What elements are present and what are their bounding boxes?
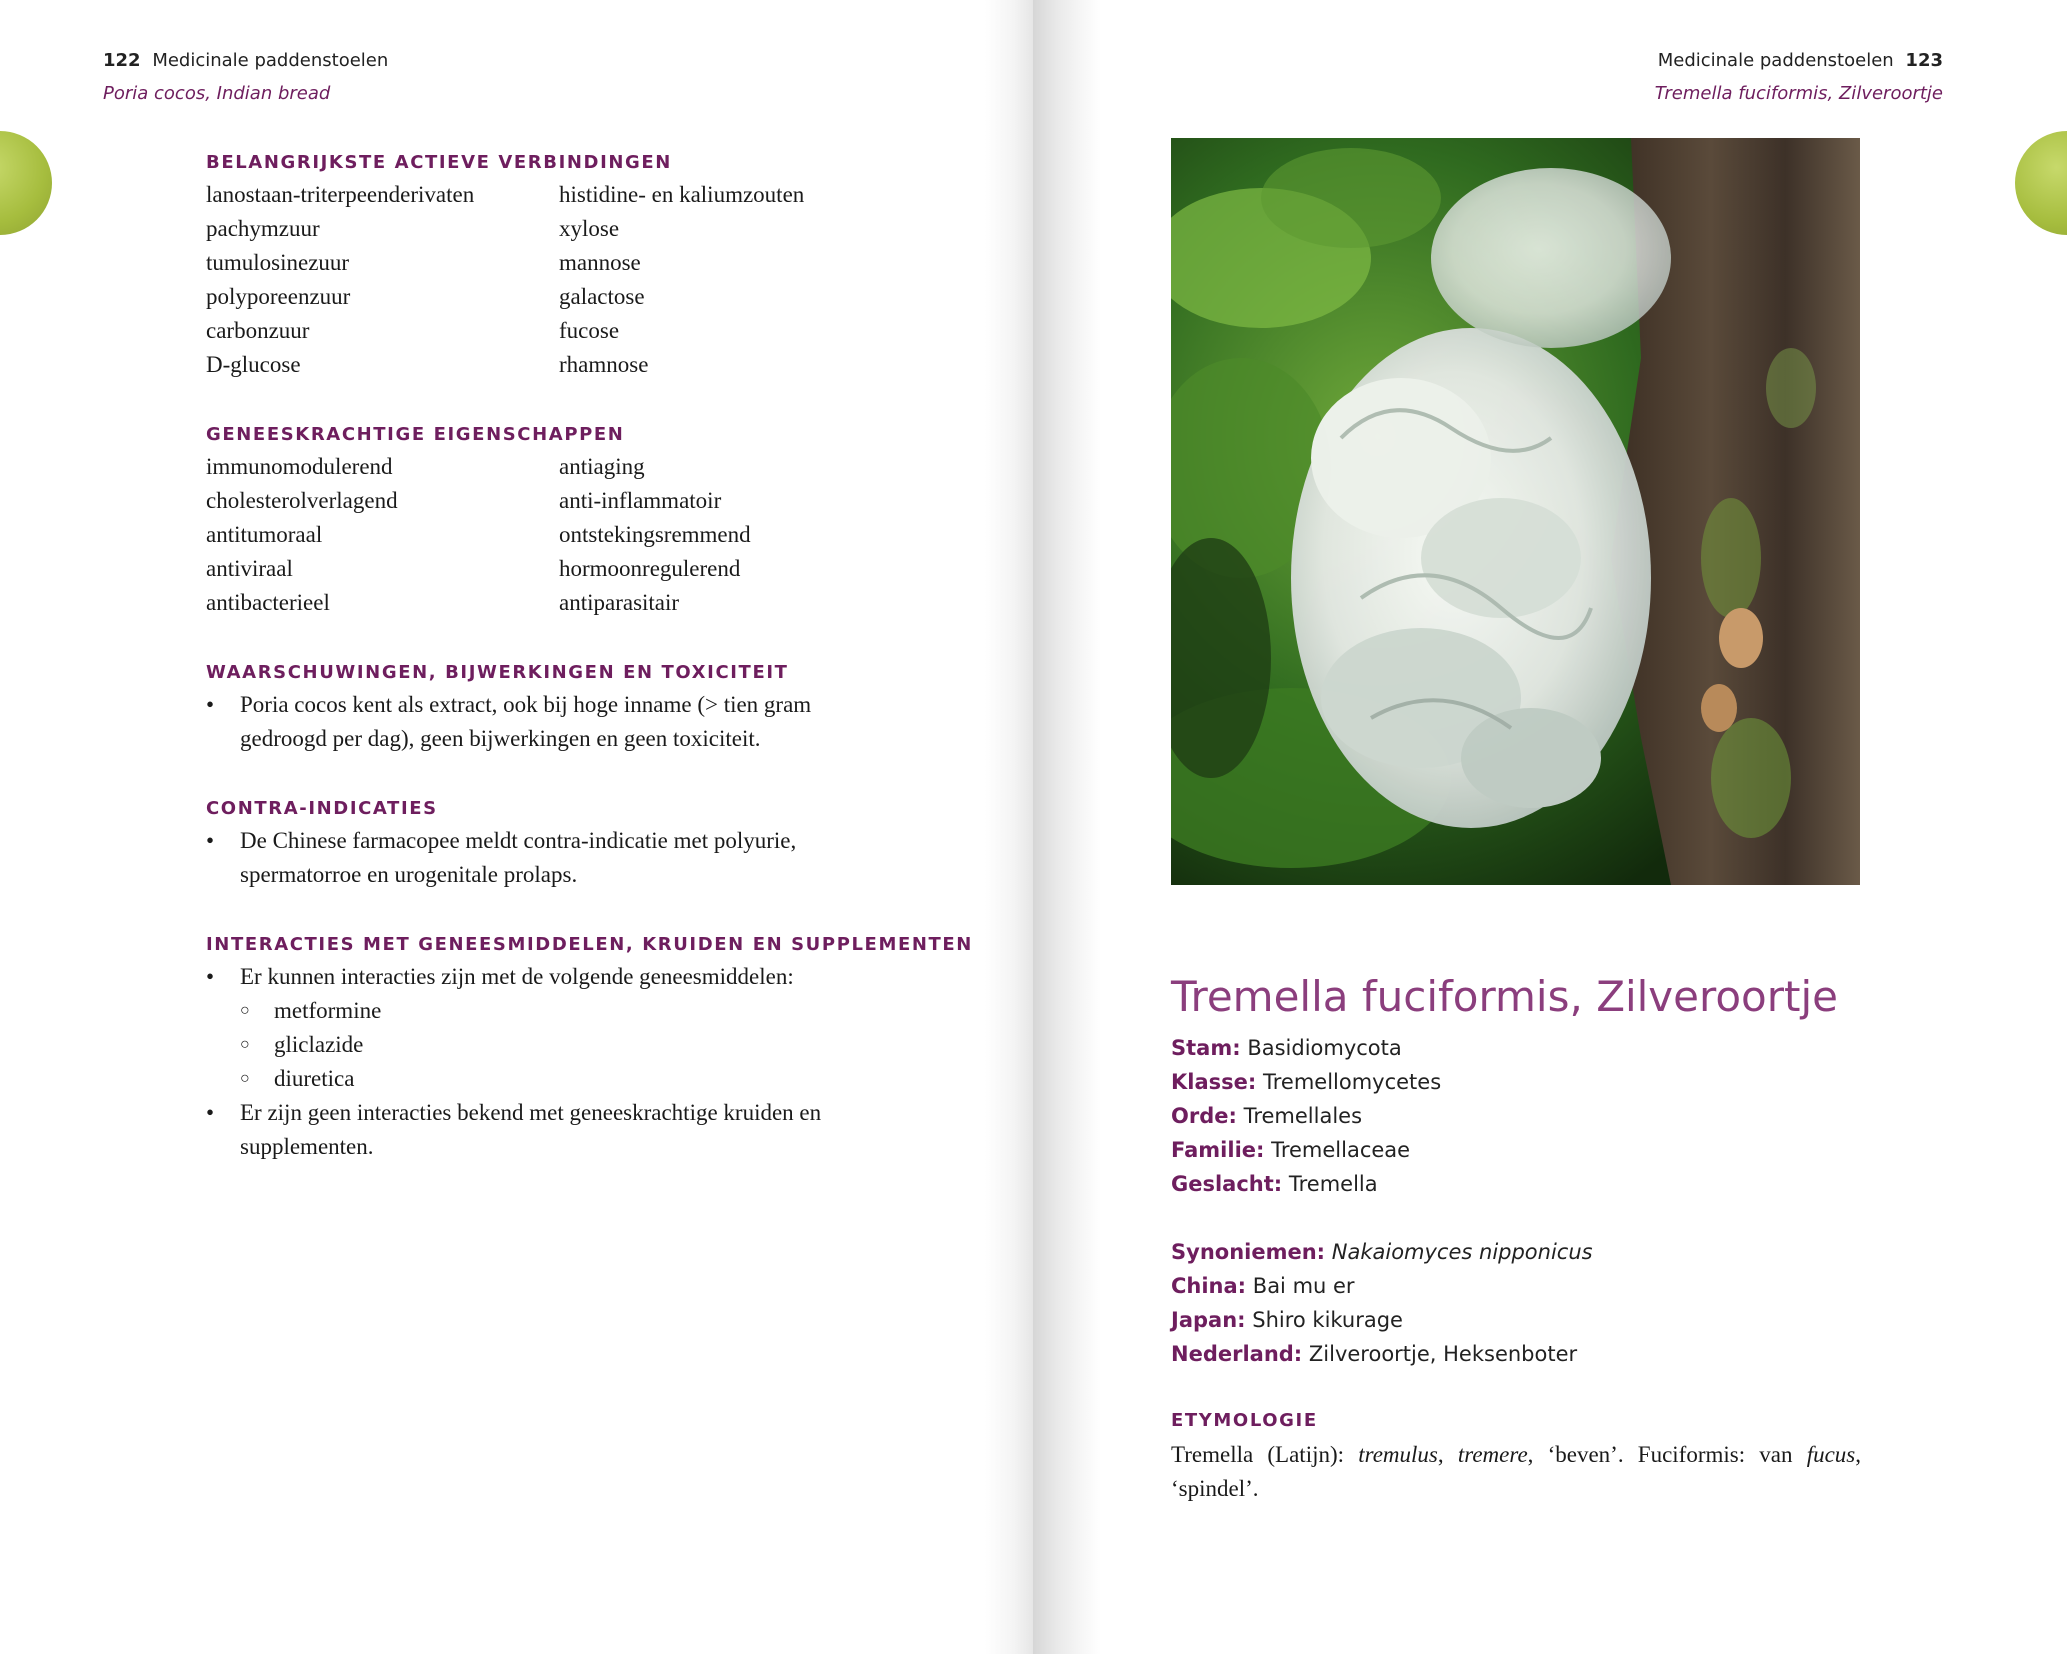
taxonomy-key: Klasse:: [1171, 1070, 1257, 1094]
name-value: Bai mu er: [1252, 1274, 1355, 1298]
compound-item: tumulosinezuur: [206, 250, 350, 275]
properties-grid: [206, 450, 899, 620]
name-value: Zilveroortje, Heksenboter: [1308, 1342, 1578, 1366]
name-key: Japan:: [1171, 1308, 1246, 1332]
taxonomy-value: Tremellales: [1243, 1104, 1363, 1128]
section-tab-left: [0, 131, 52, 235]
sub-list-item: ○ metformine: [206, 994, 914, 1028]
compound-item: D-glucose: [206, 352, 301, 377]
compound-item: polyporeenzuur: [206, 284, 351, 309]
property-item: hormoonregulerend: [559, 556, 741, 581]
compound-item: histidine- en kaliumzouten: [559, 182, 805, 207]
running-subtitle-left: Poria cocos, Indian bread: [103, 83, 331, 104]
gutter-shadow-right: [1033, 0, 1101, 1654]
compound-item: fucose: [559, 318, 620, 343]
name-row: [1171, 1303, 1593, 1337]
running-title-right: Medicinale paddenstoelen: [1657, 50, 1894, 71]
taxonomy-key: Orde:: [1171, 1104, 1237, 1128]
compound-item: lanostaan-triterpeenderivaten: [206, 182, 475, 207]
taxonomy-value: Tremellaceae: [1271, 1138, 1411, 1162]
heading-compounds: BELANGRIJKSTE ACTIEVE VERBINDINGEN: [206, 152, 672, 173]
names-block: [1171, 1235, 1593, 1371]
left-page: [0, 0, 1033, 1654]
taxonomy-row: [1171, 1133, 1441, 1167]
heading-contra-indications: CONTRA-INDICATIES: [206, 798, 438, 819]
heading-etymology: ETYMOLOGIE: [1171, 1410, 1318, 1431]
running-title-left: Medicinale paddenstoelen: [152, 50, 389, 71]
running-subtitle-right: Tremella fuciformis, Zilveroortje: [1654, 83, 1943, 104]
name-row: [1171, 1337, 1593, 1371]
page-title: Tremella fuciformis, Zilveroortje: [1171, 972, 1838, 1022]
property-item: immunomodulerend: [206, 454, 393, 479]
taxonomy-block: [1171, 1031, 1441, 1201]
name-key: Synoniemen:: [1171, 1240, 1326, 1264]
taxonomy-row: [1171, 1167, 1441, 1201]
etymology-part: , ‘beven’. Fuciformis: van: [1527, 1442, 1807, 1467]
running-header-left: [103, 50, 388, 71]
sub-list-item: ○ gliclazide: [206, 1028, 914, 1062]
property-item: cholesterolverlagend: [206, 488, 398, 513]
etymology-part: ,: [1437, 1442, 1458, 1467]
section-properties: [206, 424, 899, 620]
taxonomy-value: Tremellomycetes: [1262, 1070, 1442, 1094]
gutter-shadow-left: [985, 0, 1033, 1654]
name-value: Nakaiomyces nipponicus: [1331, 1240, 1593, 1264]
section-warnings: [206, 662, 880, 756]
compound-item: galactose: [559, 284, 645, 309]
taxonomy-key: Geslacht:: [1171, 1172, 1283, 1196]
name-key: Nederland:: [1171, 1342, 1303, 1366]
etymology-part: , ‘spindel’.: [1171, 1442, 1862, 1501]
section-tab-right: [2015, 131, 2067, 235]
etymology-latin-word: tremulus: [1358, 1442, 1438, 1467]
page-number-left: 122: [103, 50, 141, 71]
heading-warnings: WAARSCHUWINGEN, BIJWERKINGEN EN TOXICITEIT: [206, 662, 789, 683]
section-contra-indications: [206, 798, 880, 892]
section-interactions: [206, 934, 973, 1164]
taxonomy-value: Tremella: [1288, 1172, 1378, 1196]
name-value: Shiro kikurage: [1252, 1308, 1403, 1332]
page-number-right: 123: [1905, 50, 1943, 71]
taxonomy-row: [1171, 1065, 1441, 1099]
name-row: [1171, 1269, 1593, 1303]
taxonomy-row: [1171, 1031, 1441, 1065]
property-item: ontstekingsremmend: [559, 522, 751, 547]
taxonomy-key: Familie:: [1171, 1138, 1265, 1162]
etymology-text: [1171, 1438, 1861, 1506]
taxonomy-row: [1171, 1099, 1441, 1133]
property-item: antibacterieel: [206, 590, 330, 615]
sub-list-item: ○ diuretica: [206, 1062, 914, 1096]
taxonomy-value: Basidiomycota: [1247, 1036, 1402, 1060]
list-item: • Er kunnen interacties zijn met de volgende geneesmiddelen:: [206, 960, 880, 994]
compound-item: xylose: [559, 216, 620, 241]
warnings-list: [206, 688, 880, 756]
property-item: anti-inflammatoir: [559, 488, 722, 513]
compound-item: pachymzuur: [206, 216, 320, 241]
property-item: antiaging: [559, 454, 645, 479]
compounds-grid: [206, 178, 899, 382]
name-key: China:: [1171, 1274, 1247, 1298]
section-compounds: [206, 152, 899, 382]
tremella-illustration: [1171, 138, 1860, 885]
etymology-latin-word: fucus: [1806, 1442, 1856, 1467]
list-item: • De Chinese farmacopee meldt contra-indicatie met polyurie, spermatorroe en urogenitale prolaps.: [206, 824, 880, 892]
compound-item: carbonzuur: [206, 318, 310, 343]
property-item: antiviraal: [206, 556, 293, 581]
list-item: • Er zijn geen interacties bekend met geneeskrachtige kruiden en supplementen.: [206, 1096, 880, 1164]
property-item: antitumoraal: [206, 522, 323, 547]
etymology-latin-word: tremere: [1457, 1442, 1528, 1467]
mushroom-photo: [1171, 138, 1860, 885]
property-item: antiparasitair: [559, 590, 680, 615]
heading-interactions: INTERACTIES MET GENEESMIDDELEN, KRUIDEN EN SUPPLEMENTEN: [206, 934, 973, 955]
taxonomy-key: Stam:: [1171, 1036, 1241, 1060]
list-item: • Poria cocos kent als extract, ook bij hoge inname (> tien gram gedroogd per dag), geen bijwerkingen en geen toxiciteit.: [206, 688, 880, 756]
running-header-right: [1658, 50, 1943, 71]
etymology-part: Tremella (Latijn):: [1171, 1442, 1359, 1467]
compound-item: rhamnose: [559, 352, 649, 377]
name-row: [1171, 1235, 1593, 1269]
interactions-list: [206, 960, 973, 1164]
contra-list: [206, 824, 880, 892]
heading-properties: GENEESKRACHTIGE EIGENSCHAPPEN: [206, 424, 625, 445]
compound-item: mannose: [559, 250, 641, 275]
